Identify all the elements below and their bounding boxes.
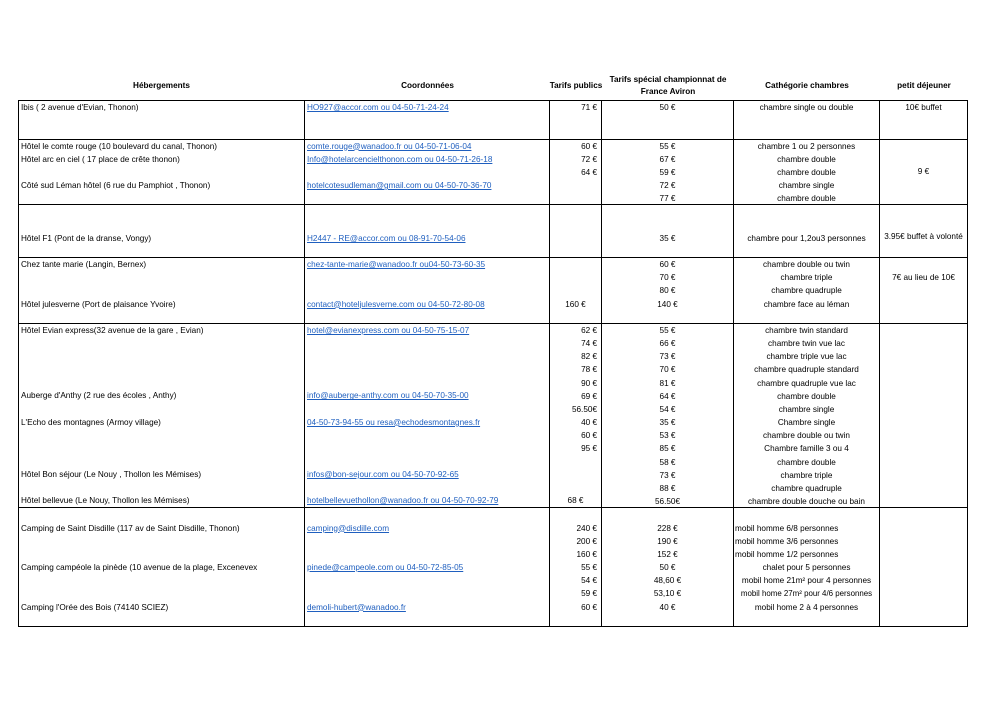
breakfast-price: 7€ au lieu de 10€ (892, 273, 955, 283)
contact-link[interactable]: hotelbellevuethollon@wanadoo.fr ou 04-50-70-92-79 (307, 496, 499, 506)
room-category: chambre pour 1,2ou3 personnes (747, 233, 866, 243)
special-price: 50 € (659, 563, 676, 573)
hotel-name: Hôtel julesverne (Port de plaisance Yvoire) (21, 299, 176, 309)
hotel-name: Hôtel Bon séjour (Le Nouy , Thollon les Mémises) (21, 469, 202, 479)
hotel-name: Hôtel bellevue (Le Nouy, Thollon les Mémises) (21, 496, 190, 506)
hotel-name: Ibis ( 2 avenue d'Evian, Thonon) (21, 103, 139, 112)
public-price: 60 € (581, 602, 597, 612)
table-row-ibis (18, 100, 305, 140)
special-price-cell (602, 324, 734, 508)
room-category: chambre 1 ou 2 personnes (757, 141, 856, 151)
room-category: chambre single (778, 404, 835, 414)
public-price-cell (550, 140, 602, 206)
header-categorie: Cathégorie chambres (765, 81, 849, 90)
room-category: mobil home 2 à 4 personnes (754, 602, 859, 612)
room-category: mobil home 27m² pour 4/6 personnes (740, 589, 873, 599)
hotel-name: Hôtel le comte rouge (10 boulevard du canal, Thonon) (21, 141, 218, 151)
public-price: 68 € (567, 496, 584, 506)
public-price: 240 € (576, 523, 597, 533)
contact-link[interactable]: chez-tante-marie@wanadoo.fr ou04-50-73-60-35 (307, 260, 486, 270)
accommodation-table (18, 100, 968, 627)
public-price: 72 € (581, 154, 597, 164)
room-category: chambre single (778, 181, 835, 191)
hotel-name: Hôtel Evian express(32 avenue de la gare , Evian) (21, 325, 204, 335)
public-price: 69 € (581, 391, 597, 401)
contact-link[interactable]: H2447 - RE@accor.com ou 08-91-70-54-06 (307, 233, 466, 243)
special-price: 80 € (659, 286, 676, 296)
room-category: chambre double douche ou bain (748, 497, 865, 507)
category-cell (734, 258, 880, 324)
special-price: 35 € (659, 418, 676, 428)
category-cell (734, 508, 880, 627)
special-price: 228 € (657, 523, 678, 533)
breakfast-cell (880, 205, 968, 258)
special-price: 50 € (659, 103, 676, 112)
special-price: 190 € (657, 536, 678, 546)
room-category: chambre quadruple (771, 286, 842, 296)
hotel-name: Camping de Saint Disdille (117 av de Saint Disdille, Thonon) (21, 523, 240, 533)
hotel-name: Auberge d'Anthy (2 rue des écoles , Anthy) (21, 391, 177, 401)
room-category: chambre quadruple (771, 483, 842, 493)
special-price: 140 € (657, 299, 678, 309)
breakfast-cell (880, 324, 968, 508)
special-price: 55 € (659, 325, 676, 335)
hotel-name: Chez tante marie (Langin, Bernex) (21, 260, 147, 270)
room-category: chambre double (777, 391, 836, 401)
special-price: 88 € (659, 483, 676, 493)
contact-link[interactable]: info@auberge-anthy.com ou 04-50-70-35-00 (307, 391, 469, 401)
room-category: chambre quadruple standard (754, 365, 859, 375)
hotel-name: Camping campéole la pinède (10 avenue de la plage, Excenevex (21, 563, 258, 573)
public-price: 56.50€ (571, 404, 597, 414)
room-category: chambre double (777, 167, 836, 177)
contact-link[interactable]: pinede@campeole.com ou 04-50-72-85-05 (307, 563, 464, 573)
table-row-thonon-hotels (18, 140, 305, 206)
contact-cell (305, 508, 550, 627)
breakfast-cell (880, 508, 968, 627)
special-price: 58 € (659, 457, 676, 467)
category-cell (734, 100, 880, 140)
table-header (18, 72, 968, 100)
header-hebergements: Hébergements (133, 81, 190, 90)
special-price: 64 € (659, 391, 676, 401)
contact-cell (305, 205, 550, 258)
contact-cell (305, 324, 550, 508)
special-price: 35 € (659, 233, 676, 243)
room-category: chambre twin standard (765, 325, 848, 335)
table-row-bernex-yvoire (18, 258, 305, 324)
special-price-cell (602, 140, 734, 206)
contact-link[interactable]: camping@disdille.com (307, 523, 390, 533)
public-price: 60 € (581, 431, 597, 441)
public-price: 90 € (581, 378, 597, 388)
special-price: 59 € (659, 167, 676, 177)
public-price: 64 € (581, 167, 597, 177)
public-price: 60 € (581, 141, 597, 151)
special-price: 56.50€ (654, 497, 681, 507)
public-price: 74 € (581, 339, 597, 349)
public-price-cell (550, 258, 602, 324)
special-price: 70 € (659, 273, 676, 283)
special-price: 81 € (659, 378, 676, 388)
room-category: Chambre famille 3 ou 4 (764, 444, 849, 454)
room-category: chambre triple (780, 273, 833, 283)
public-price: 54 € (581, 576, 597, 586)
special-price-cell (602, 508, 734, 627)
contact-cell (305, 258, 550, 324)
room-category: chambre double (777, 457, 836, 467)
special-price: 85 € (659, 444, 676, 454)
hotel-name: Hôtel F1 (Pont de la dranse, Vongy) (21, 233, 152, 243)
category-cell (734, 140, 880, 206)
table-row-campings (18, 508, 305, 627)
public-price: 62 € (581, 325, 597, 335)
room-category: chambre twin vue lac (768, 339, 845, 349)
category-cell (734, 205, 880, 258)
breakfast-price: 9 € (917, 166, 930, 176)
special-price-cell (602, 100, 734, 140)
public-price-cell (550, 508, 602, 627)
header-coordonnees: Coordonnées (401, 81, 454, 90)
breakfast-cell (880, 140, 968, 206)
public-price-cell (550, 205, 602, 258)
header-tarifs-publics: Tarifs publics (549, 81, 603, 90)
special-price: 72 € (659, 181, 676, 191)
table-row-f1 (18, 205, 305, 258)
header-tarifs-special: Tarifs spécial championnat de France Aviron (609, 75, 727, 96)
contact-cell (305, 140, 550, 206)
special-price: 54 € (659, 404, 676, 414)
public-price: 78 € (581, 365, 597, 375)
room-category: chambre quadruple vue lac (757, 378, 856, 388)
room-category: chambre triple (780, 470, 833, 480)
public-price: 82 € (581, 352, 597, 362)
hotel-name: Côté sud Léman hôtel (6 rue du Pamphiot , Thonon) (21, 181, 211, 191)
public-price: 160 € (576, 549, 597, 559)
public-price: 200 € (576, 536, 597, 546)
contact-link[interactable]: contact@hoteljulesverne.com ou 04-50-72-80-08 (307, 299, 485, 309)
public-price: 59 € (581, 589, 597, 599)
special-price: 70 € (659, 365, 676, 375)
contact-link[interactable]: 04-50-73-94-55 ou resa@echodesmontagnes.fr (307, 417, 481, 427)
special-price: 73 € (659, 470, 676, 480)
special-price: 55 € (659, 141, 676, 151)
special-price-cell (602, 258, 734, 324)
special-price: 40 € (659, 602, 676, 612)
room-category: chambre double (777, 154, 836, 164)
special-price: 67 € (659, 154, 676, 164)
breakfast-price: 3.95€ buffet à volonté (884, 232, 963, 242)
contact-link[interactable]: comte.rouge@wanadoo.fr ou 04-50-71-06-04 (307, 141, 472, 151)
special-price: 66 € (659, 339, 676, 349)
room-category: Chambre single (777, 418, 836, 428)
category-cell (734, 324, 880, 508)
special-price: 53 € (659, 431, 676, 441)
hotel-name: Hôtel arc en ciel ( 17 place de crête thonon) (21, 154, 180, 164)
room-category: mobil homme 6/8 personnes (735, 523, 839, 533)
room-category: chalet pour 5 personnes (762, 563, 851, 573)
contact-link[interactable]: HO927@accor.com ou 04-50-71-24-24 (307, 103, 449, 112)
room-category: chambre face au léman (763, 299, 850, 309)
hotel-name: Camping l'Orée des Bois (74140 SCIEZ) (21, 602, 169, 612)
special-price-cell (602, 205, 734, 258)
special-price: 48,60 € (653, 576, 682, 586)
room-category: mobil home 21m² pour 4 personnes (741, 576, 872, 586)
special-price: 60 € (659, 260, 676, 270)
breakfast-price: 10€ buffet (905, 103, 942, 112)
contact-cell (305, 100, 550, 140)
public-price: 55 € (581, 563, 597, 573)
public-price: 95 € (581, 444, 597, 454)
room-category: chambre double (777, 194, 836, 204)
hotel-name: L'Echo des montagnes (Armoy village) (21, 417, 161, 427)
room-category: chambre double ou twin (763, 431, 850, 441)
header-petit-dejeuner: petit déjeuner (897, 81, 951, 90)
room-category: chambre triple vue lac (766, 352, 847, 362)
public-price-cell (550, 100, 602, 140)
public-price: 160 € (565, 299, 586, 309)
table-row-evian-thollon (18, 324, 305, 508)
public-price: 40 € (581, 418, 597, 428)
room-category: mobil homme 1/2 personnes (735, 549, 839, 559)
special-price: 53,10 € (653, 589, 682, 599)
contact-link[interactable]: demoli-hubert@wanadoo.fr (307, 602, 406, 612)
public-price-cell (550, 324, 602, 508)
contact-link[interactable]: hotelcotesudleman@gmail.com ou 04-50-70-36-70 (307, 181, 492, 191)
breakfast-cell (880, 100, 968, 140)
public-price: 71 € (581, 103, 597, 112)
contact-link[interactable]: infos@bon-sejour.com ou 04-50-70-92-65 (307, 469, 459, 479)
contact-link[interactable]: Info@hotelarcencielthonon.com ou 04-50-71-26-18 (307, 154, 493, 164)
room-category: chambre single ou double (759, 103, 854, 112)
special-price: 73 € (659, 352, 676, 362)
contact-link[interactable]: hotel@evianexpress.com ou 04-50-75-15-07 (307, 325, 470, 335)
room-category: mobil homme 3/6 personnes (735, 536, 839, 546)
breakfast-cell (880, 258, 968, 324)
special-price: 77 € (659, 194, 676, 204)
special-price: 152 € (657, 549, 678, 559)
room-category: chambre double ou twin (763, 260, 850, 270)
